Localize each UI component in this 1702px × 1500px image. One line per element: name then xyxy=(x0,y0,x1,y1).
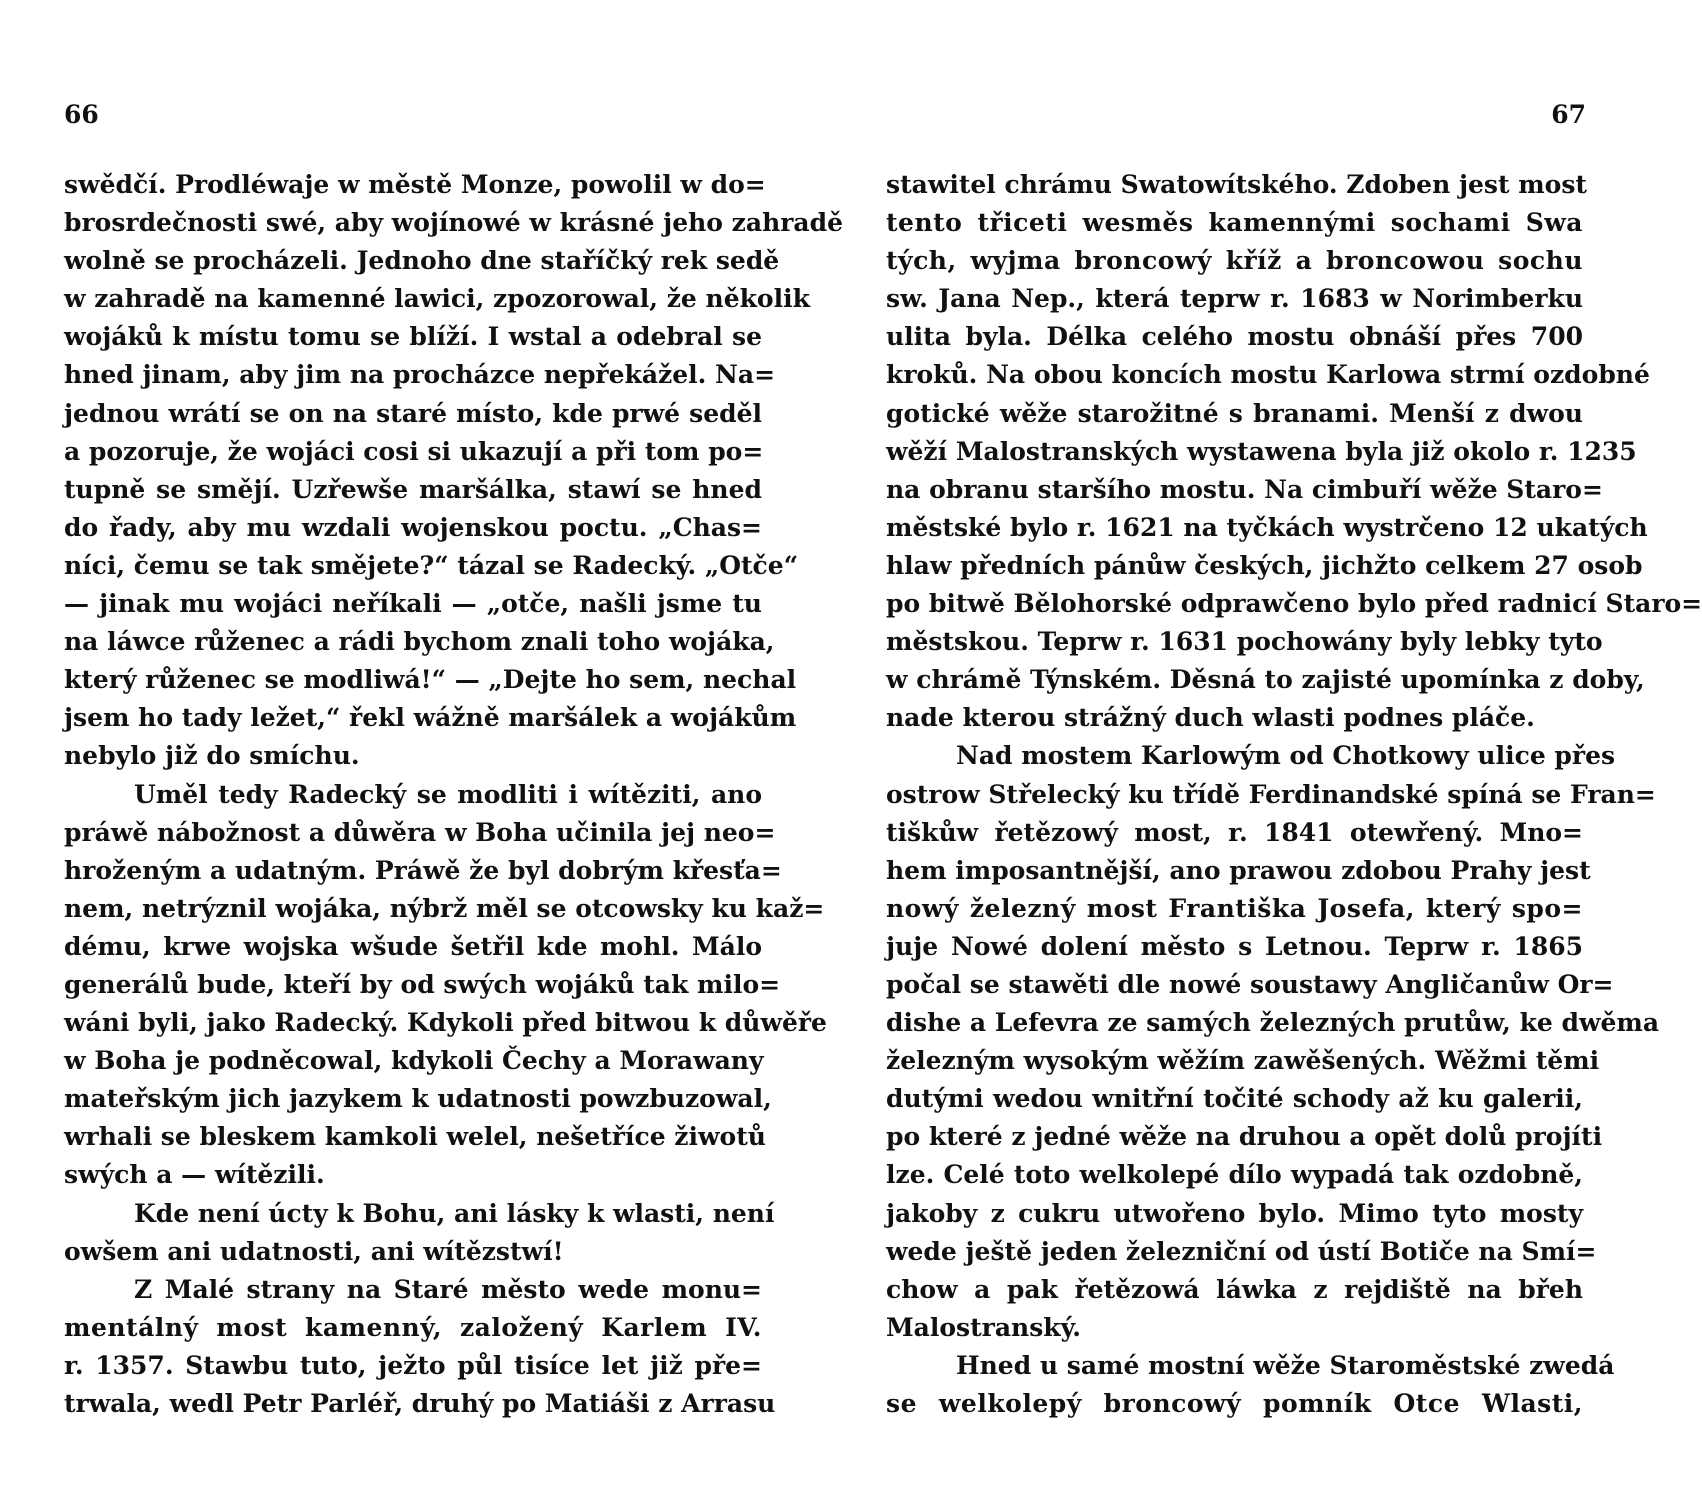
text-line: ostrow Střelecký ku třídě Ferdinandské spíná se Fran= xyxy=(886,779,1656,809)
text-line: tupně se smějí. Uzřewše maršálka, stawí se hned xyxy=(64,474,762,504)
text-line: jednou wrátí se on na staré místo, kde prwé seděl xyxy=(64,398,762,428)
text-line: Z Malé strany na Staré město wede monu= xyxy=(134,1274,762,1304)
text-line: Uměl tedy Radecký se modliti i wítěziti, ano xyxy=(134,779,762,809)
text-line: dutými wedou wnitřní točité schody až ku galerii, xyxy=(886,1084,1583,1114)
text-line: wojáků k místu tomu se blíží. I wstal a odebral se xyxy=(64,322,762,352)
right-page xyxy=(823,0,1702,1500)
text-line: stawitel chrámu Swatowítského. Zdoben jest most xyxy=(886,170,1587,199)
text-line: wolně se procházeli. Jednoho dne staříčký rek sedě xyxy=(64,246,780,276)
text-line: Hned u samé mostní wěže Staroměstské zwedá xyxy=(956,1350,1615,1380)
text-line: dému, krwe wojska wšude šetřil kde mohl. Málo xyxy=(64,931,762,961)
text-line: brosrdečnosti swé, aby wojínowé w krásné jeho zahradě xyxy=(64,208,844,238)
text-line: nem, netrýznil wojáka, nýbrž měl se otcowsky ku kaž= xyxy=(64,893,825,923)
text-line: hlaw předních pánůw českých, jichžto celkem 27 osob xyxy=(886,550,1643,580)
text-line: swých a — wítězili. xyxy=(64,1160,325,1190)
text-line: práwě nábožnost a důwěra w Boha učinila jej neo= xyxy=(64,817,776,847)
text-line: nebylo již do smíchu. xyxy=(64,741,360,771)
text-line: swědčí. Prodléwaje w městě Monze, powolil w do= xyxy=(64,170,766,199)
left-page xyxy=(0,0,844,1500)
text-line: který růženec se modliwá!“ — „Dejte ho sem, nechal xyxy=(64,665,797,695)
text-line: tiškůw řetězowý most, r. 1841 otewřený. Mno= xyxy=(886,817,1583,847)
text-line: ulita byla. Délka celého mostu obnáší přes 700 xyxy=(886,322,1583,352)
text-line: mentálný most kamenný, založený Karlem IV. xyxy=(64,1312,762,1342)
text-line: a pozoruje, že wojáci cosi si ukazují a při tom po= xyxy=(64,436,764,466)
text-line: níci, čemu se tak smějete?“ tázal se Radecký. „Otče“ xyxy=(64,550,799,580)
text-line: po bitwě Bělohorské odprawčeno bylo před radnicí Staro= xyxy=(886,589,1702,619)
right-page-text xyxy=(886,166,1702,1423)
text-line: wáni byli, jako Radecký. Kdykoli před bitwou k důwěře xyxy=(64,1008,827,1038)
text-line: jsem ho tady ležet,“ řekl wážně maršálek a wojákům xyxy=(64,703,797,733)
text-line: nade kterou strážný duch wlasti podnes pláče. xyxy=(886,703,1535,733)
text-line: w zahradě na kamenné lawici, zpozorowal, že několik xyxy=(64,284,810,314)
text-line: w chrámě Týnském. Děsná to zajisté upomínka z doby, xyxy=(886,665,1645,695)
text-line: chow a pak řetězowá láwka z rejdiště na břeh xyxy=(886,1274,1583,1304)
text-line: na obranu staršího mostu. Na cimbuří wěže Staro= xyxy=(886,474,1603,504)
text-line: wěží Malostranských wystawena byla již okolo r. 1235 xyxy=(886,436,1637,466)
text-line: jakoby z cukru utwořeno bylo. Mimo tyto mosty xyxy=(886,1198,1583,1228)
text-line: kroků. Na obou koncích mostu Karlowa strmí ozdobné xyxy=(886,360,1650,390)
text-line: w Boha je podněcowal, kdykoli Čechy a Morawany xyxy=(64,1046,764,1076)
text-line: hned jinam, aby jim na procházce nepřekážel. Na= xyxy=(64,360,776,390)
text-line: sw. Jana Nep., která teprw r. 1683 w Norimberku xyxy=(886,284,1583,314)
text-line: do řady, aby mu wzdali wojenskou poctu. „Chas= xyxy=(64,512,762,542)
text-line: na láwce růženec a rádi bychom znali toho wojáka, xyxy=(64,627,775,657)
text-line: generálů bude, kteří by od swých wojáků tak milo= xyxy=(64,969,781,999)
left-page-text xyxy=(64,166,844,1423)
text-line: hem imposantnější, ano prawou zdobou Prahy jest xyxy=(886,855,1591,885)
text-line: owšem ani udatnosti, ani wítězstwí! xyxy=(64,1236,564,1266)
text-line: gotické wěže starožitné s branami. Menší z dwou xyxy=(886,398,1583,428)
text-line: mateřským jich jazykem k udatnosti powzbuzowal, xyxy=(64,1084,772,1114)
text-line: tento třiceti wesměs kamennými sochami Swa xyxy=(886,208,1583,238)
text-line: Kde není úcty k Bohu, ani lásky k wlasti, není xyxy=(134,1198,775,1228)
text-line: Malostranský. xyxy=(886,1312,1081,1342)
text-line: wede ještě jeden železniční od ústí Botiče na Smí= xyxy=(886,1236,1597,1266)
text-line: Nad mostem Karlowým od Chotkowy ulice přes xyxy=(956,741,1616,771)
text-line: trwala, wedl Petr Parléř, druhý po Matiáši z Arrasu xyxy=(64,1389,776,1418)
text-line: wrhali se bleskem kamkoli welel, nešetříce žiwotů xyxy=(64,1122,766,1152)
text-line: juje Nowé dolení město s Letnou. Teprw r. 1865 xyxy=(886,931,1583,961)
text-line: lze. Celé toto welkolepé dílo wypadá tak ozdobně, xyxy=(886,1160,1583,1190)
text-line: počal se stawěti dle nowé soustawy Angličanůw Or= xyxy=(886,969,1614,999)
text-line: — jinak mu wojáci neříkali — „otče, našli jsme tu xyxy=(64,589,762,619)
text-line: dishe a Lefevra ze samých železných prutůw, ke dwěma xyxy=(886,1008,1660,1038)
text-line: tých, wyjma broncowý kříž a broncowou sochu xyxy=(886,246,1583,276)
text-line: železným wysokým wěžím zawěšených. Wěžmi těmi xyxy=(886,1046,1600,1076)
text-line: hroženým a udatným. Práwě že byl dobrým křesťa= xyxy=(64,855,782,885)
text-line: nowý železný most Františka Josefa, který spo= xyxy=(886,893,1583,923)
text-line: po které z jedné wěže na druhou a opět dolů projíti xyxy=(886,1122,1603,1152)
text-line: r. 1357. Stawbu tuto, ježto půl tisíce let již pře= xyxy=(64,1350,762,1380)
page-number-left: 66 xyxy=(64,100,99,129)
text-line: se welkolepý broncowý pomník Otce Wlasti, xyxy=(886,1389,1583,1418)
text-line: městskou. Teprw r. 1631 pochowány byly lebky tyto xyxy=(886,627,1603,657)
page-number-right: 67 xyxy=(1551,100,1586,129)
text-line: městské bylo r. 1621 na tyčkách wystrčeno 12 ukatých xyxy=(886,512,1648,542)
